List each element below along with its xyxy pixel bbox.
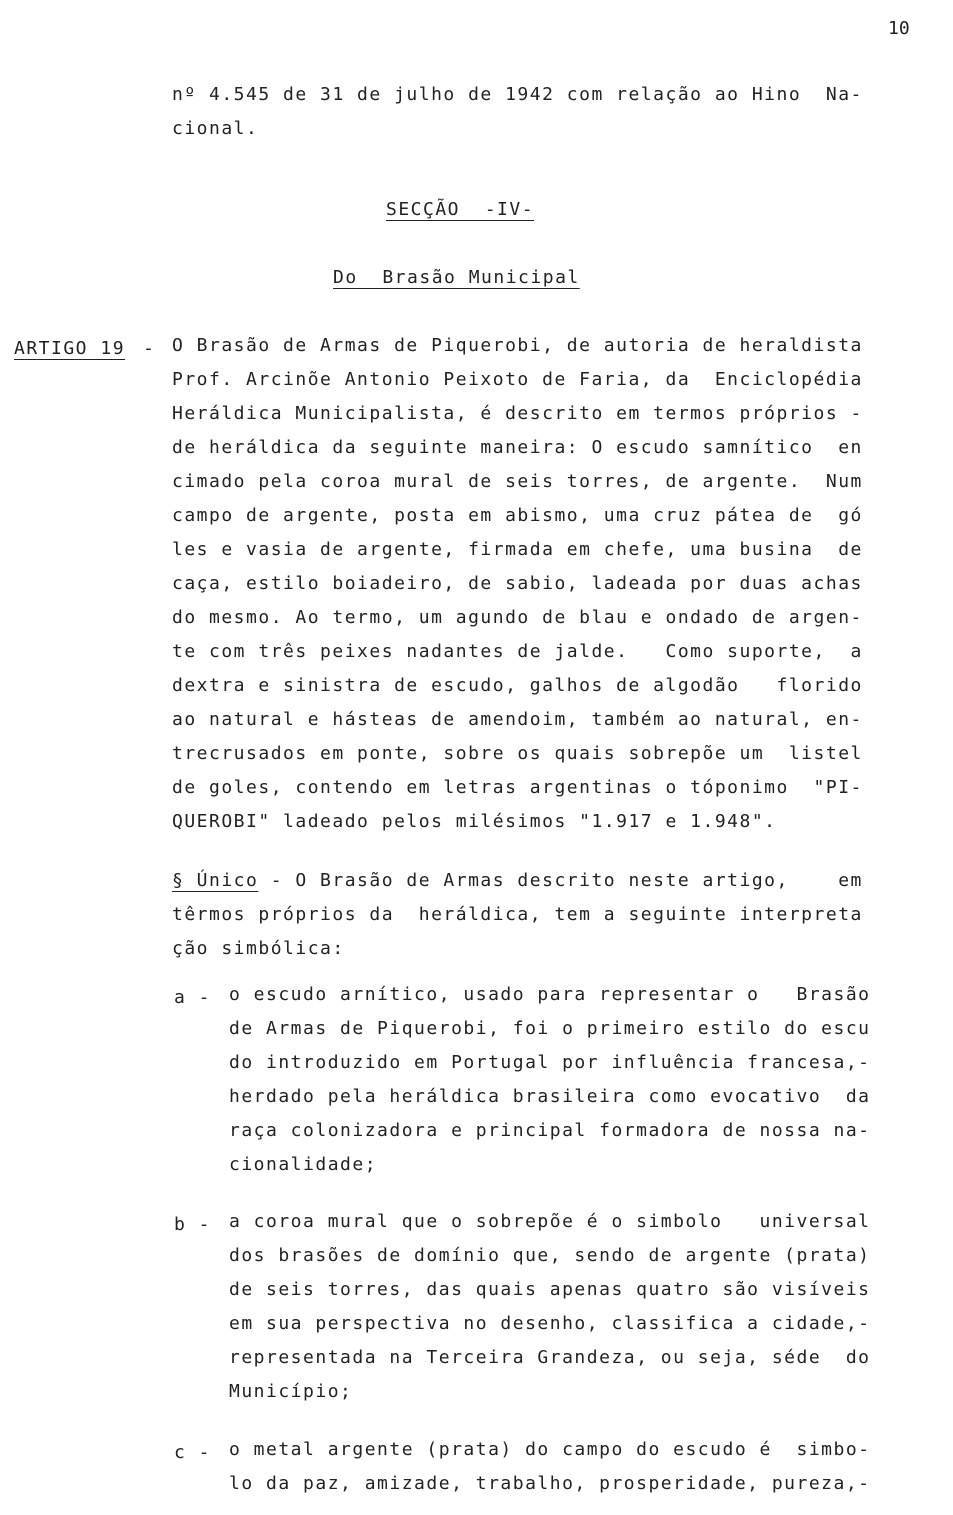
- paragraph-first-text: - O Brasão de Armas descrito neste artigo, em: [258, 870, 863, 891]
- item-letter-a: a -: [174, 987, 212, 1008]
- article-line: campo de argente, posta em abismo, uma cruz pátea de gó: [172, 505, 863, 526]
- article-line: cimado pela coroa mural de seis torres, de argente. Num: [172, 471, 863, 492]
- paragraph-line: ção simbólica:: [172, 938, 345, 959]
- item-line: o metal argente (prata) do campo do escudo é simbo-: [229, 1439, 871, 1460]
- paragraph-label: § Único: [172, 870, 259, 891]
- article-line: do mesmo. Ao termo, um agundo de blau e ondado de argen-: [172, 607, 863, 628]
- item-letter-c: c -: [174, 1442, 212, 1463]
- article-line: QUEROBI" ladeado pelos milésimos "1.917 e 1.948".: [172, 811, 777, 832]
- item-a-body: [229, 984, 937, 1188]
- article-line: trecrusados em ponte, sobre os quais sobrepõe um listel: [172, 743, 863, 764]
- item-letter-b: b -: [174, 1214, 212, 1235]
- page-number: 10: [888, 18, 910, 39]
- article-line: Prof. Arcinõe Antonio Peixoto de Faria, da Enciclopédia: [172, 369, 863, 390]
- item-line: cionalidade;: [229, 1154, 378, 1175]
- intro-line: nº 4.545 de 31 de julho de 1942 com relação ao Hino Na-: [172, 84, 863, 105]
- item-line: em sua perspectiva no desenho, classifica a cidade,-: [229, 1313, 871, 1334]
- section-subtitle: Do Brasão Municipal: [333, 267, 580, 288]
- item-line: de Armas de Piquerobi, foi o primeiro estilo do escu: [229, 1018, 871, 1039]
- article-line: Heráldica Municipalista, é descrito em termos próprios -: [172, 403, 863, 424]
- article-line: ao natural e hásteas de amendoim, também ao natural, en-: [172, 709, 863, 730]
- paragraph-line: têrmos próprios da heráldica, tem a seguinte interpreta: [172, 904, 863, 925]
- item-line: dos brasões de domínio que, sendo de argente (prata): [229, 1245, 871, 1266]
- paragraph-first-line: [172, 870, 937, 904]
- item-line: o escudo arnítico, usado para representar o Brasão: [229, 984, 871, 1005]
- paragraph-block: [172, 870, 937, 972]
- article-line: les e vasia de argente, firmada em chefe, uma busina de: [172, 539, 863, 560]
- article-line: caça, estilo boiadeiro, de sabio, ladeada por duas achas: [172, 573, 863, 594]
- item-line: raça colonizadora e principal formadora de nossa na-: [229, 1120, 871, 1141]
- intro-block: [172, 84, 932, 152]
- item-c-body: [229, 1439, 937, 1507]
- item-line: de seis torres, das quais apenas quatro são visíveis: [229, 1279, 871, 1300]
- item-line: a coroa mural que o sobrepõe é o simbolo universal: [229, 1211, 871, 1232]
- article-line: te com três peixes nadantes de jalde. Como suporte, a: [172, 641, 863, 662]
- article-line: O Brasão de Armas de Piquerobi, de autoria de heraldista: [172, 335, 863, 356]
- article-line: dextra e sinistra de escudo, galhos de algodão florido: [172, 675, 863, 696]
- article-label: ARTIGO 19: [14, 338, 126, 359]
- article-line: de goles, contendo em letras argentinas o tóponimo "PI-: [172, 777, 863, 798]
- item-b-body: [229, 1211, 937, 1415]
- item-line: herdado pela heráldica brasileira como evocativo da: [229, 1086, 871, 1107]
- article-dash: -: [143, 338, 156, 359]
- section-title: SECÇÃO -IV-: [386, 199, 535, 220]
- article-body: [172, 335, 937, 845]
- intro-line: cional.: [172, 118, 259, 139]
- article-line: de heráldica da seguinte maneira: O escudo samnítico en: [172, 437, 863, 458]
- item-line: lo da paz, amizade, trabalho, prosperidade, pureza,-: [229, 1473, 871, 1494]
- item-line: Município;: [229, 1381, 353, 1402]
- item-line: representada na Terceira Grandeza, ou seja, séde do: [229, 1347, 871, 1368]
- item-line: do introduzido em Portugal por influência francesa,-: [229, 1052, 871, 1073]
